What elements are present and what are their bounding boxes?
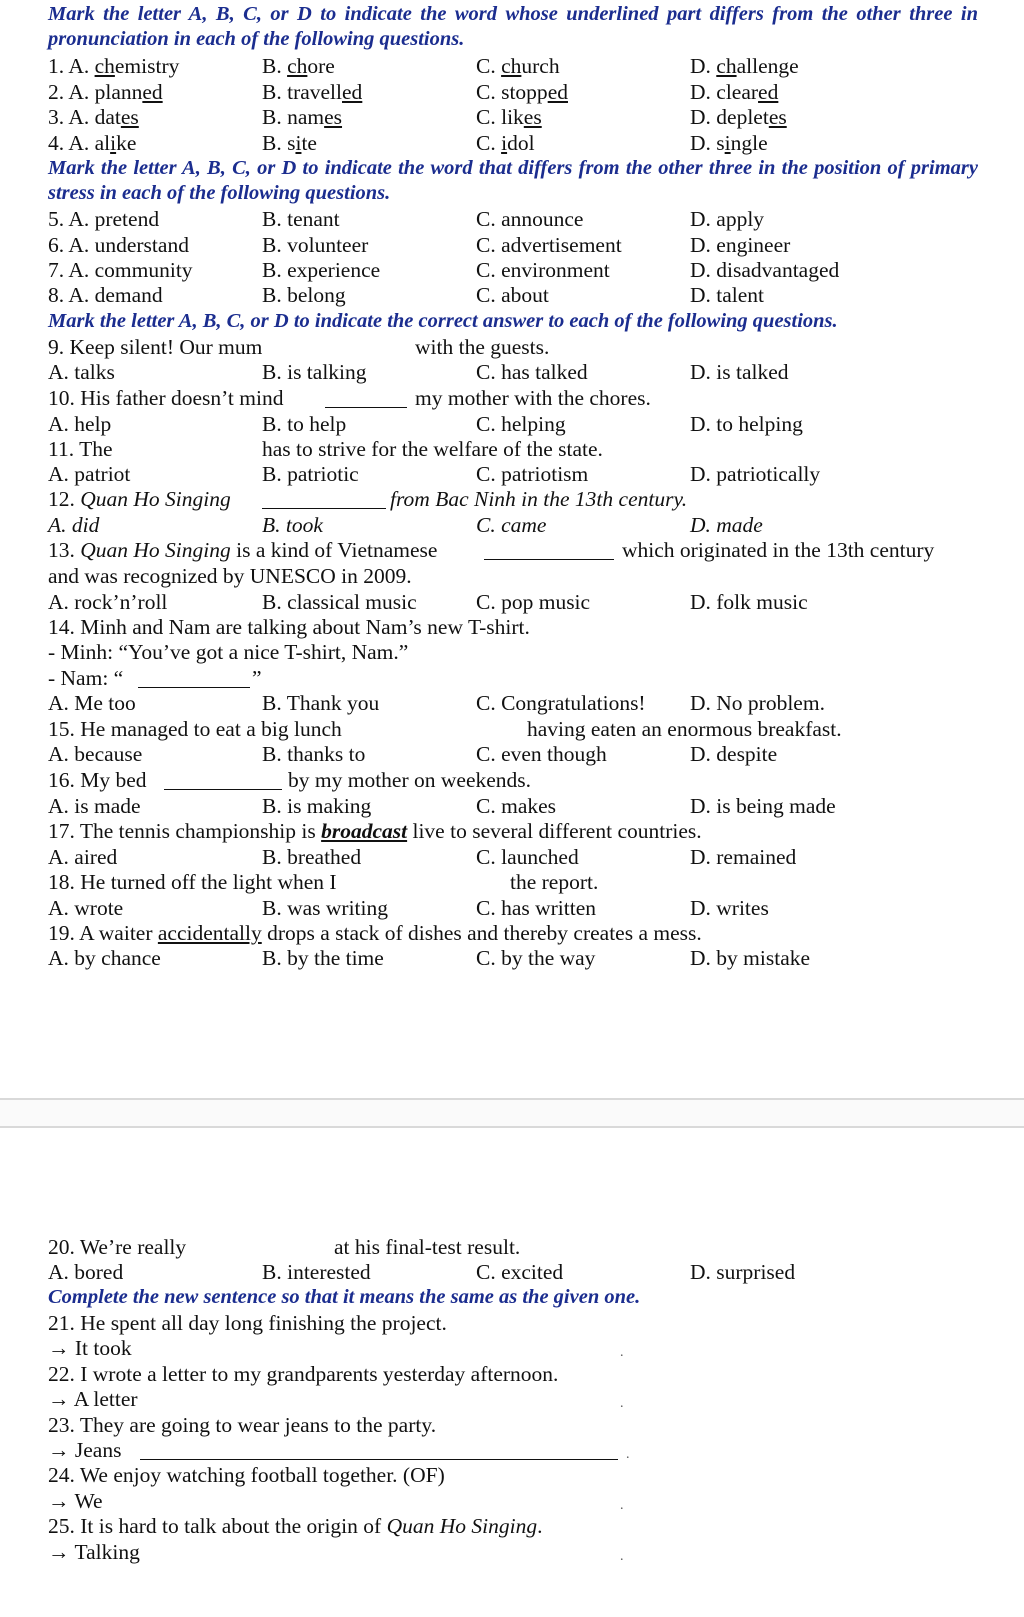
q7-option-c: C. environment	[476, 258, 610, 282]
q12-option-a: A. did	[48, 513, 100, 537]
q15-stem-end: having eaten an enormous breakfast.	[527, 717, 842, 741]
page-break-divider	[0, 1098, 1024, 1128]
q2-option-c: C. stopped	[476, 80, 568, 104]
q5-option-a: 5. A. pretend	[48, 207, 160, 231]
q10-stem-end: my mother with the chores.	[415, 386, 651, 410]
q14-minh-line: - Minh: “You’ve got a nice T-shirt, Nam.”	[48, 640, 409, 664]
q6-option-a: 6. A. understand	[48, 233, 189, 257]
q20-option-d: D. surprised	[690, 1260, 796, 1284]
q6-option-d: D. engineer	[690, 233, 791, 257]
q16-option-d: D. is being made	[690, 794, 836, 818]
q19-underlined-word: accidentally	[157, 921, 262, 945]
rewrite-23-blank	[140, 1439, 618, 1460]
q15-option-d: D. despite	[690, 742, 778, 766]
q8-option-a: 8. A. demand	[48, 283, 163, 307]
rewrite-23-prompt: 23. They are going to wear jeans to the party.	[48, 1413, 437, 1437]
q8-option-b: B. belong	[262, 283, 346, 307]
q14-option-a: A. Me too	[48, 691, 136, 715]
q8-option-d: D. talent	[690, 283, 765, 307]
q20-option-b: B. interested	[262, 1260, 371, 1284]
q2-option-b: B. travelled	[262, 80, 363, 104]
q20-option-c: C. excited	[476, 1260, 564, 1284]
q14-option-c: C. Congratulations!	[476, 691, 646, 715]
q13-blank	[484, 539, 614, 560]
q12-blank	[262, 488, 386, 509]
q16-stem: 16. My bed	[48, 768, 147, 792]
q17-stem: 17. The tennis championship is broadcast live to several different countries.	[48, 819, 702, 843]
q13-stem: 13. Quan Ho Singing is a kind of Vietnamese	[48, 538, 438, 562]
q6-option-c: C. advertisement	[476, 233, 622, 257]
q4-option-c: C. idol	[476, 131, 535, 155]
q17-option-c: C. launched	[476, 845, 579, 869]
q20-stem: 20. We’re really	[48, 1235, 187, 1259]
q20-option-a: A. bored	[48, 1260, 124, 1284]
q20-stem-end: at his final-test result.	[334, 1235, 521, 1259]
rewrite-25-prompt: 25. It is hard to talk about the origin of Quan Ho Singing.	[48, 1514, 543, 1538]
q13-stem-mid: which originated in the 13th century	[622, 538, 935, 562]
q10-stem: 10. His father doesn’t mind	[48, 386, 284, 410]
q14-option-d: D. No problem.	[690, 691, 825, 715]
q9-option-a: A. talks	[48, 360, 115, 384]
q19-option-b: B. by the time	[262, 946, 384, 970]
q1-option-a: 1. A. chemistry	[48, 54, 180, 78]
q17-option-b: B. breathed	[262, 845, 362, 869]
rewrite-23-start: → Jeans	[48, 1438, 122, 1462]
q16-blank	[164, 769, 282, 790]
q9-option-d: D. is talked	[690, 360, 789, 384]
rewrite-21-prompt: 21. He spent all day long finishing the project.	[48, 1311, 447, 1335]
rewrite-21-end-dot: .	[620, 1345, 624, 1360]
q12-option-d: D. made	[690, 513, 763, 537]
rewrite-24-end-dot: .	[620, 1498, 624, 1513]
rewrite-24-prompt: 24. We enjoy watching football together. (OF)	[48, 1463, 445, 1487]
q18-option-a: A. wrote	[48, 896, 124, 920]
q4-option-b: B. site	[262, 131, 317, 155]
q12-stem-end: from Bac Ninh in the 13th century.	[390, 487, 688, 511]
q12-stem: 12. Quan Ho Singing	[48, 487, 231, 511]
rewrite-22-start: → A letter	[48, 1387, 138, 1411]
q13-option-b: B. classical music	[262, 590, 417, 614]
section2-instruction: Mark the letter A, B, C, or D to indicate the word that differs from the other three in the position of primary stress in each of the following questions.	[48, 157, 978, 204]
q15-option-a: A. because	[48, 742, 143, 766]
q11-option-d: D. patriotically	[690, 462, 821, 486]
q3-option-c: C. likes	[476, 105, 542, 129]
q2-option-d: D. cleared	[690, 80, 779, 104]
q15-stem: 15. He managed to eat a big lunch	[48, 717, 342, 741]
rewrite-21-start: → It took	[48, 1336, 132, 1360]
q15-option-c: C. even though	[476, 742, 607, 766]
q12-option-c: C. came	[476, 513, 547, 537]
q13-stem-end: and was recognized by UNESCO in 2009.	[48, 564, 412, 588]
q17-option-a: A. aired	[48, 845, 118, 869]
q5-option-c: C. announce	[476, 207, 584, 231]
q15-option-b: B. thanks to	[262, 742, 366, 766]
q11-stem-end: has to strive for the welfare of the state.	[262, 437, 603, 461]
rewrite-24-start: → We	[48, 1489, 103, 1513]
q16-option-c: C. makes	[476, 794, 557, 818]
q3-option-d: D. depletes	[690, 105, 787, 129]
q5-option-d: D. apply	[690, 207, 765, 231]
q10-option-a: A. help	[48, 412, 112, 436]
q7-option-d: D. disadvantaged	[690, 258, 840, 282]
rewrite-25-start: → Talking	[48, 1540, 140, 1564]
q19-option-c: C. by the way	[476, 946, 596, 970]
q9-option-b: B. is talking	[262, 360, 367, 384]
q19-option-d: D. by mistake	[690, 946, 811, 970]
q18-option-b: B. was writing	[262, 896, 389, 920]
section3-instruction: Mark the letter A, B, C, or D to indicate the correct answer to each of the following questions.	[48, 310, 838, 332]
q1-option-b: B. chore	[262, 54, 335, 78]
q3-option-b: B. names	[262, 105, 343, 129]
q14-option-b: B. Thank you	[262, 691, 380, 715]
q17-underlined-word: broadcast	[321, 819, 408, 843]
q14-nam-line: - Nam: “	[48, 666, 124, 690]
q8-option-c: C. about	[476, 283, 549, 307]
q19-option-a: A. by chance	[48, 946, 161, 970]
q18-option-d: D. writes	[690, 896, 769, 920]
q16-option-b: B. is making	[262, 794, 372, 818]
rewrite-22-prompt: 22. I wrote a letter to my grandparents yesterday afternoon.	[48, 1362, 559, 1386]
q13-option-a: A. rock’n’roll	[48, 590, 168, 614]
q10-blank	[325, 387, 407, 408]
q16-option-a: A. is made	[48, 794, 141, 818]
q6-option-b: B. volunteer	[262, 233, 369, 257]
q2-option-a: 2. A. planned	[48, 80, 163, 104]
q11-option-b: B. patriotic	[262, 462, 359, 486]
q16-stem-end: by my mother on weekends.	[288, 768, 532, 792]
q13-option-d: D. folk music	[690, 590, 808, 614]
q3-option-a: 3. A. dates	[48, 105, 139, 129]
q10-option-c: C. helping	[476, 412, 566, 436]
q9-stem: 9. Keep silent! Our mum	[48, 335, 263, 359]
q1-option-c: C. church	[476, 54, 560, 78]
q10-option-d: D. to helping	[690, 412, 803, 436]
q18-stem-end: the report.	[510, 870, 599, 894]
q7-option-a: 7. A. community	[48, 258, 193, 282]
q11-option-c: C. patriotism	[476, 462, 589, 486]
q5-option-b: B. tenant	[262, 207, 340, 231]
q17-option-d: D. remained	[690, 845, 797, 869]
section1-instruction: Mark the letter A, B, C, or D to indicate the word whose underlined part differs from the other three in pronunciation in each of the following questions.	[48, 3, 978, 50]
q14-blank	[138, 667, 250, 688]
rewrite-23-end-dot: .	[626, 1447, 630, 1462]
q4-option-d: D. single	[690, 131, 768, 155]
q9-stem-end: with the guests.	[415, 335, 550, 359]
q11-option-a: A. patriot	[48, 462, 131, 486]
q13-option-c: C. pop music	[476, 590, 591, 614]
q18-option-c: C. has written	[476, 896, 597, 920]
q12-option-b: B. took	[262, 513, 323, 537]
q19-stem: 19. A waiter accidentally drops a stack of dishes and thereby creates a mess.	[48, 921, 702, 945]
q1-option-d: D. challenge	[690, 54, 799, 78]
q4-option-a: 4. A. alike	[48, 131, 137, 155]
q11-stem: 11. The	[48, 437, 113, 461]
q9-option-c: C. has talked	[476, 360, 588, 384]
rewrite-25-end-dot: .	[620, 1549, 624, 1564]
q18-stem: 18. He turned off the light when I	[48, 870, 337, 894]
q7-option-b: B. experience	[262, 258, 381, 282]
q10-option-b: B. to help	[262, 412, 347, 436]
q14-nam-close: ”	[252, 666, 262, 690]
section4-instruction: Complete the new sentence so that it means the same as the given one.	[48, 1286, 641, 1308]
rewrite-22-end-dot: .	[620, 1396, 624, 1411]
q14-stem: 14. Minh and Nam are talking about Nam’s new T-shirt.	[48, 615, 530, 639]
